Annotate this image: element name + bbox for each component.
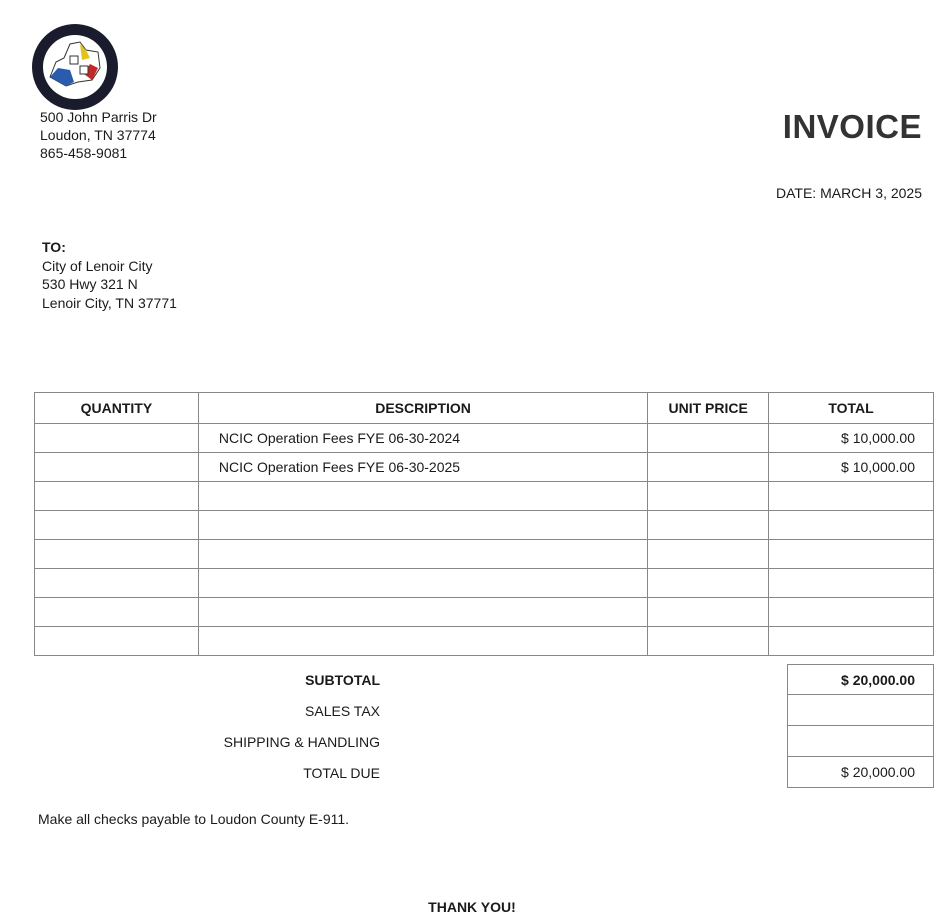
document-title: INVOICE [782,108,922,145]
payment-note: Make all checks payable to Loudon County E-911. [38,811,350,827]
column-header-description: DESCRIPTION [198,393,647,424]
table-row [35,511,934,540]
description-cell [198,540,647,569]
organization-logo [30,22,120,112]
closing-message: THANK YOU! [428,899,516,915]
sender-address [40,108,157,162]
total-cell [769,540,934,569]
quantity-cell [35,627,199,656]
unit-price-cell [648,569,769,598]
total-cell [769,598,934,627]
total-cell [769,482,934,511]
table-row [35,453,934,482]
description-cell [198,569,647,598]
subtotal-box [787,664,934,695]
recipient-address [42,238,177,312]
subtotal-label: SUBTOTAL [305,672,380,688]
recipient-name: City of Lenoir City [42,257,153,274]
line-items-table [34,392,934,656]
quantity-cell [35,569,199,598]
unit-price-cell [648,453,769,482]
description-cell: NCIC Operation Fees FYE 06-30-2024 [198,424,647,453]
unit-price-cell [648,511,769,540]
total-cell: $ 10,000.00 [769,453,934,482]
quantity-cell [35,598,199,627]
sales-tax-label: SALES TAX [305,703,380,719]
total-cell [769,627,934,656]
total-due-label: TOTAL DUE [303,765,380,781]
quantity-cell [35,453,199,482]
description-cell: NCIC Operation Fees FYE 06-30-2025 [198,453,647,482]
sender-city: Loudon, TN 37774 [40,127,156,143]
recipient-city: Lenoir City, TN 37771 [42,294,177,311]
recipient-label: TO: [42,239,66,255]
invoice-date: DATE: MARCH 3, 2025 [775,185,922,201]
unit-price-cell [648,598,769,627]
sender-phone: 865-458-9081 [40,145,128,161]
column-header-total: TOTAL [769,393,934,424]
total-cell: $ 10,000.00 [769,424,934,453]
description-cell [198,511,647,540]
quantity-cell [35,540,199,569]
description-cell [198,627,647,656]
table-row [35,540,934,569]
total-due-value: $ 20,000.00 [841,764,915,780]
quantity-cell [35,424,199,453]
sales-tax-box [787,695,934,726]
unit-price-cell [648,627,769,656]
unit-price-cell [648,424,769,453]
table-header-row [35,393,934,424]
quantity-cell [35,511,199,540]
shipping-box [787,726,934,757]
total-cell [769,569,934,598]
total-due-box [787,757,934,788]
total-cell [769,511,934,540]
subtotal-value: $ 20,000.00 [841,672,915,688]
table-row [35,569,934,598]
recipient-street: 530 Hwy 321 N [42,276,138,292]
table-row [35,482,934,511]
unit-price-cell [648,482,769,511]
table-row [35,598,934,627]
unit-price-cell [648,540,769,569]
column-header-unit-price: UNIT PRICE [648,393,769,424]
description-cell [198,482,647,511]
shipping-label: SHIPPING & HANDLING [223,734,380,750]
sender-street: 500 John Parris Dr [40,109,157,125]
description-cell [198,598,647,627]
table-row [35,424,934,453]
quantity-cell [35,482,199,511]
table-row [35,627,934,656]
column-header-quantity: QUANTITY [35,393,199,424]
